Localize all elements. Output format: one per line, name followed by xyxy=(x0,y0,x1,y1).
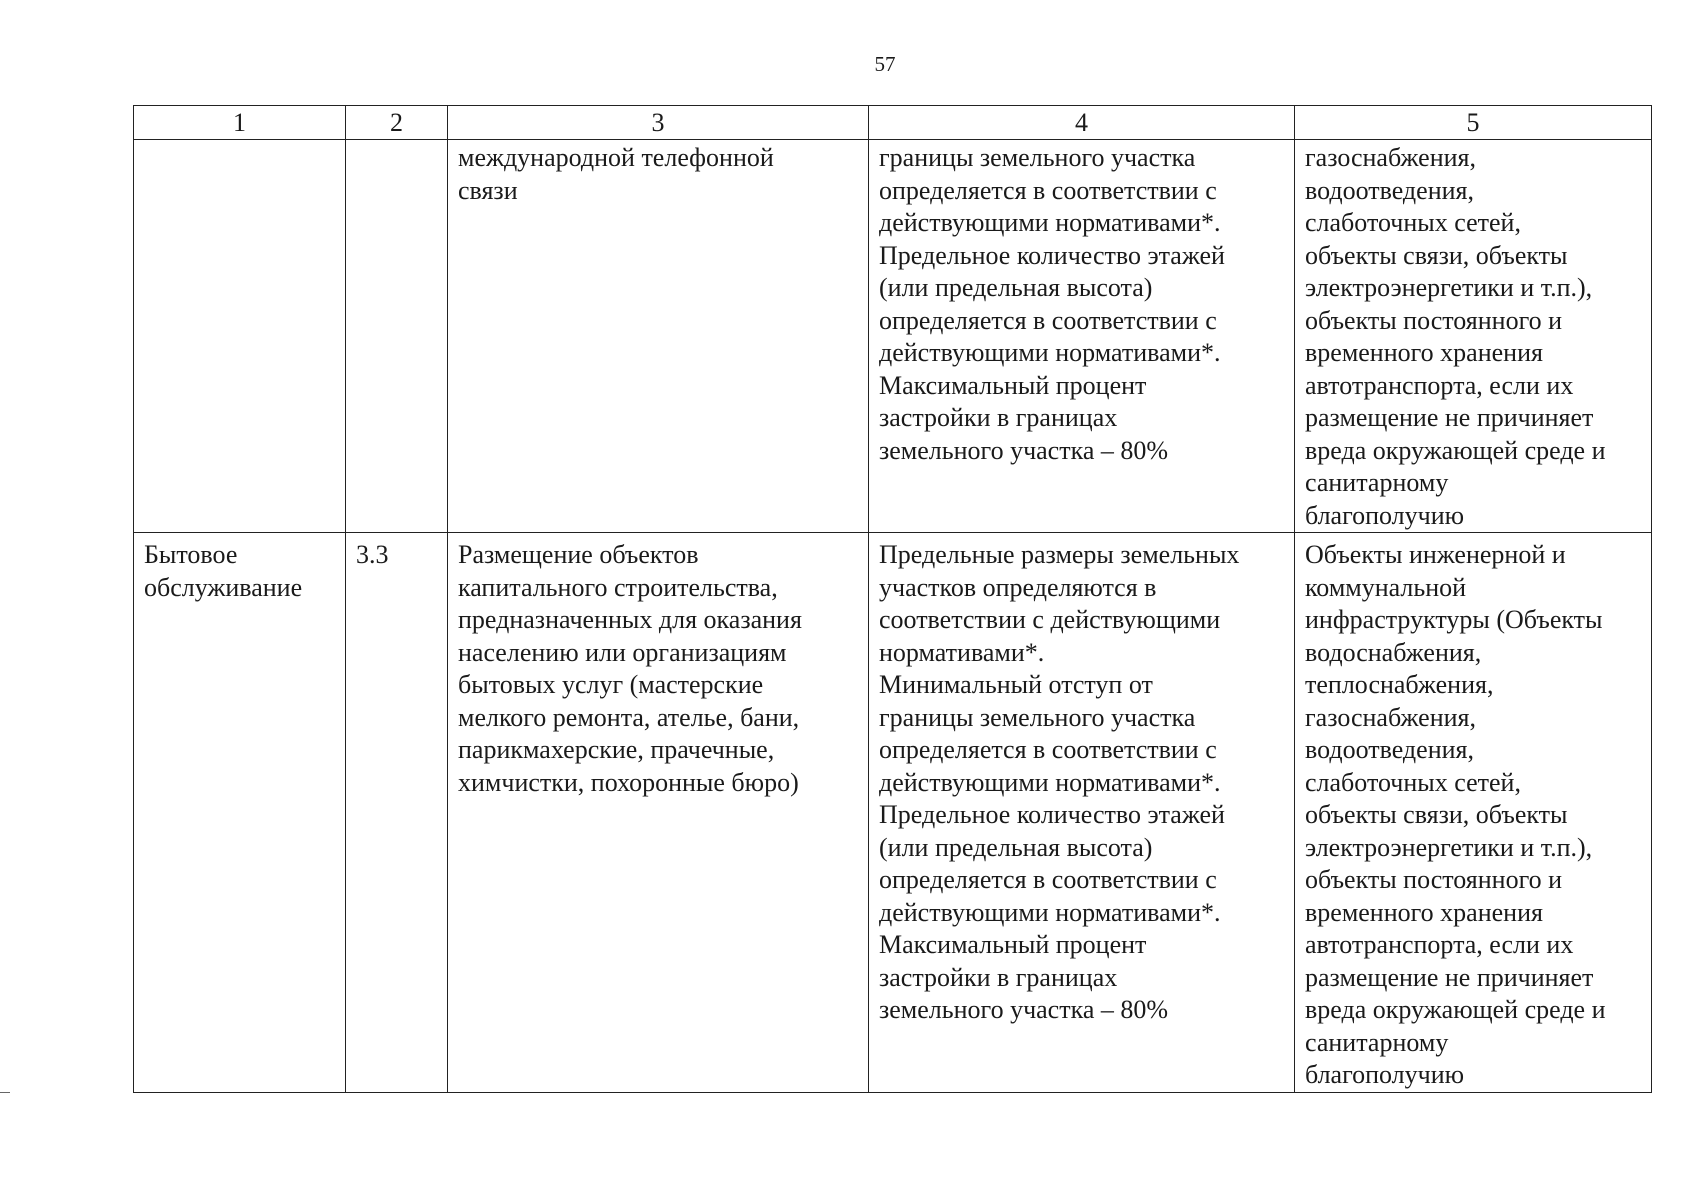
cell-auxiliary-uses: Объекты инженерной и коммунальной инфраструктуры (Объекты водоснабжения, теплоснабжения, газоснабжения, водоотведения, слаботочных сетей, объекты связи, объекты электроэнергетики и т.п.), объекты постоянного и временного хранения автотранспорта, если их размещение не причиняет вреда окружающей среде и санитарному благополучию xyxy=(1295,533,1652,1093)
cell-use-description: Размещение объектов капитального строительства, предназначенных для оказания населению или организациям бытовых услуг (мастерские мелкого ремонта, ателье, бани, парикмахерские, прачечные, химчистки, похоронные бюро) xyxy=(448,533,869,1093)
cell-use-type xyxy=(134,140,346,533)
cell-auxiliary-uses: газоснабжения, водоотведения, слаботочных сетей, объекты связи, объекты электроэнергетики и т.п.), объекты постоянного и временного хранения автотранспорта, если их размещение не причиняет вреда окружающей среде и санитарному благополучию xyxy=(1295,140,1652,533)
header-col-2: 2 xyxy=(346,106,448,140)
cell-use-code xyxy=(346,140,448,533)
table-row xyxy=(134,533,1652,1093)
header-col-1: 1 xyxy=(134,106,346,140)
land-use-table xyxy=(133,105,1652,1093)
table-row xyxy=(134,140,1652,533)
cell-parameters: границы земельного участка определяется в соответствии с действующими нормативами*. Предельное количество этажей (или предельная высота) определяется в соответствии с действующими нормативами*. Максимальный процент застройки в границах земельного участка – 80% xyxy=(869,140,1295,533)
header-row xyxy=(134,106,1652,140)
scan-edge-mark xyxy=(0,1092,10,1093)
header-col-4: 4 xyxy=(869,106,1295,140)
cell-parameters: Предельные размеры земельных участков определяются в соответствии с действующими нормативами*. Минимальный отступ от границы земельного участка определяется в соответствии с действующими нормативами*. Предельное количество этажей (или предельная высота) определяется в соответствии с действующими нормативами*. Максимальный процент застройки в границах земельного участка – 80% xyxy=(869,533,1295,1093)
header-col-5: 5 xyxy=(1295,106,1652,140)
cell-use-code: 3.3 xyxy=(346,533,448,1093)
cell-use-type: Бытовое обслуживание xyxy=(134,533,346,1093)
cell-use-description: международной телефонной связи xyxy=(448,140,869,533)
header-col-3: 3 xyxy=(448,106,869,140)
page-number: 57 xyxy=(874,52,896,76)
